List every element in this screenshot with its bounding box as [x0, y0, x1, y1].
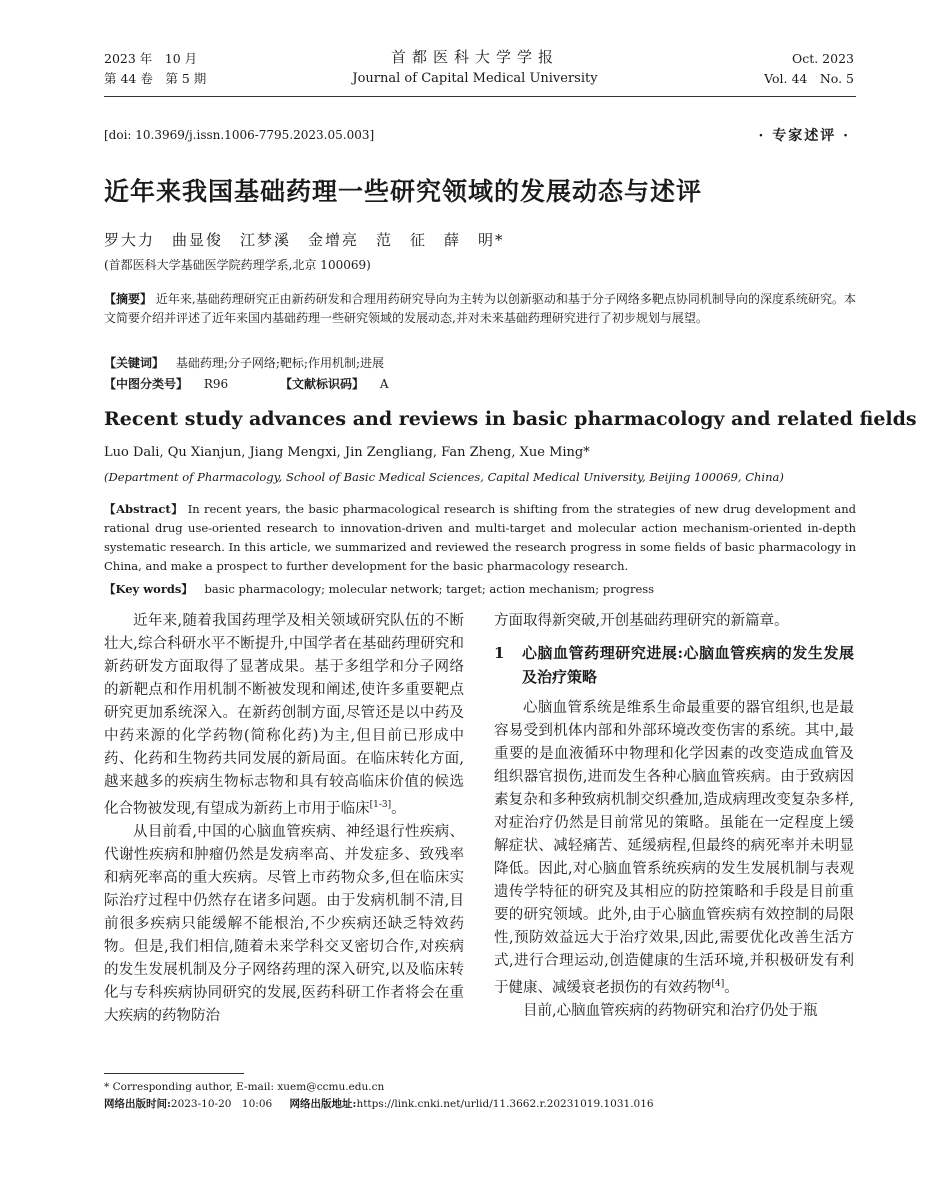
header-date-en: Oct. 2023	[791, 51, 854, 66]
online-time-label: 网络出版时间:	[104, 1098, 171, 1110]
paragraph	[494, 697, 854, 1000]
paragraph-end: 。	[391, 800, 406, 817]
page-title: 近年来我国基础药理一些研究领域的发展动态与述评	[104, 177, 703, 206]
paragraph: 方面取得新突破,开创基础药理研究的新篇章。	[494, 613, 789, 629]
keywords-en	[104, 580, 856, 599]
citation: [4]	[711, 979, 725, 989]
footnote-rule	[104, 1073, 244, 1074]
section-number: 1	[494, 644, 505, 662]
abstract-en-text: In recent years, the basic pharmacological research is shifting from the strategies of new drug development and rational drug use-oriented research to innovation-driven and multi-target and molecular action mechanism-oriented in-depth systematic research. In this article, we summarized and reviewed the research progress in some fields of basic pharmacology in China, and make a prospect to further development for the basic pharmacology research.	[104, 502, 857, 573]
title-en: Recent study advances and reviews in basic pharmacology and related fields	[104, 408, 917, 430]
header-volume-cn: 第 44 卷 第 5 期	[104, 71, 207, 86]
header-volume-en: Vol. 44 No. 5	[764, 71, 854, 86]
keywords-cn-text: 基础药理;分子网络;靶标;作用机制;进展	[175, 356, 385, 370]
section-heading	[494, 641, 854, 689]
affiliation-en: (Department of Pharmacology, School of Basic Medical Sciences, Capital Medical University, Beijing 100069, China)	[104, 470, 784, 484]
column-tag: · 专家述评 ·	[758, 128, 850, 144]
header-rule	[104, 96, 856, 97]
online-url-label: 网络出版地址:	[289, 1098, 357, 1110]
keywords-en-label: 【Key words】	[104, 582, 193, 596]
abstract-en	[104, 500, 856, 576]
online-info	[104, 1096, 654, 1112]
paragraph-text: 心脑血管系统是维系生命最重要的器官组织,也是最容易受到机体内部和外部环境改变伤害的系统。其中,最重要的是血液循环中物理和化学因素的改变造成血管及组织器官损伤,进而发生各种心脑血管疾病。由于致病因素复杂和多种致病机制交织叠加,造成病理改变复杂多样,对症治疗仍然是目前常见的策略。虽能在一定程度上缓解症状、减轻痛苦、延缓病程,但最终的病死率并未明显降低。因此,对心脑血管系统疾病的发生发展机制与表观遗传学特征的研究及其相应的防控策略和手段是目前重要的研究领域。此外,由于心脑血管疾病有效控制的局限性,预防效益远大于治疗效果,因此,需要优化改善生活方式,进行合理运动,创造健康的生活环境,并积极研发有利于健康、减缓衰老损伤的有效药物	[494, 700, 854, 996]
paragraph: 目前,心脑血管疾病的药物研究和治疗仍处于瓶	[523, 1002, 818, 1019]
body-left-column	[104, 610, 464, 1028]
doi: [doi: 10.3969/j.issn.1006-7795.2023.05.003]	[104, 128, 375, 142]
authors-cn: 罗大力 曲显俊 江梦溪 金增亮 范 征 薛 明*	[104, 231, 505, 249]
classification	[104, 375, 856, 394]
paragraph-text: 近年来,随着我国药理学及相关领域研究队伍的不断壮大,综合科研水平不断提升,中国学者在基础药理研究和新药研发方面取得了显著成果。基于多组学和分子网络的新靶点和作用机制不断被发现和阐述,使许多重要靶点研究更加系统深入。在新药创制方面,尽管还是以中药及中药来源的化学药物(简称化药)为主,但目前已形成中药、化药和生物药共同发展的新局面。在临床转化方面,越来越多的疾病生物标志物和具有较高临床价值的候选化合物被发现,有望成为新药上市用于临床	[104, 613, 464, 817]
clc-value: R96	[203, 377, 229, 391]
header-issue-en	[764, 49, 854, 89]
section-title: 心脑血管药理研究进展:心脑血管疾病的发生发展及治疗策略	[522, 644, 854, 686]
keywords-cn	[104, 354, 856, 373]
clc-label: 【中图分类号】	[104, 377, 189, 391]
header-date-cn: 2023 年 10 月	[104, 51, 198, 66]
abstract-cn-text: 近年来,基础药理研究正由新药研发和合理用药研究导向为主转为以创新驱动和基于分子网络多靶点协同机制导向的深度系统研究。本文简要介绍并评述了近年来国内基础药理一些研究领域的发展动态,并对未来基础药理研究进行了初步规划与展望。	[104, 292, 856, 325]
paragraph: 从目前看,中国的心脑血管疾病、神经退行性疾病、代谢性疾病和肿瘤仍然是发病率高、并发症多、致残率和病死率高的重大疾病。尽管上市药物众多,但在临床实际治疗过程中仍然存在诸多问题。由于发病机制不清,目前很多疾病只能缓解不能根治,不少疾病还缺乏特效药物。但是,我们相信,随着未来学科交叉密切合作,对疾病的发生发展机制及分子网络药理的深入研究,以及临床转化与专科疾病协同研究的发展,医药科研工作者将会在重大疾病的药物防治	[104, 823, 464, 1024]
affiliation-cn: (首都医科大学基础医学院药理学系,北京 100069)	[104, 258, 371, 272]
corresponding-author: * Corresponding author, E-mail: xuem@ccmu.edu.cn	[104, 1081, 385, 1093]
doc-code-label: 【文献标识码】	[279, 377, 364, 391]
abstract-cn	[104, 290, 856, 328]
abstract-en-label: 【Abstract】	[104, 502, 184, 516]
keywords-en-text: basic pharmacology; molecular network; target; action mechanism; progress	[204, 582, 655, 596]
authors-en: Luo Dali, Qu Xianjun, Jiang Mengxi, Jin Zengliang, Fan Zheng, Xue Ming*	[104, 445, 590, 460]
keywords-cn-label: 【关键词】	[104, 356, 165, 370]
journal-name-en: Journal of Capital Medical University	[352, 71, 598, 86]
paragraph-end: 。	[724, 979, 739, 996]
abstract-cn-label: 【摘要】	[104, 292, 153, 306]
journal-name-cn: 首都医科大学学报	[390, 48, 559, 66]
paragraph	[104, 610, 464, 821]
body-right-column	[494, 610, 854, 1023]
doc-code-value: A	[379, 377, 389, 391]
online-time: 2023-10-20 10:06	[170, 1098, 273, 1110]
online-url[interactable]: https://link.cnki.net/urlid/11.3662.r.20231019.1031.016	[356, 1098, 654, 1110]
citation: [1-3]	[369, 800, 392, 810]
